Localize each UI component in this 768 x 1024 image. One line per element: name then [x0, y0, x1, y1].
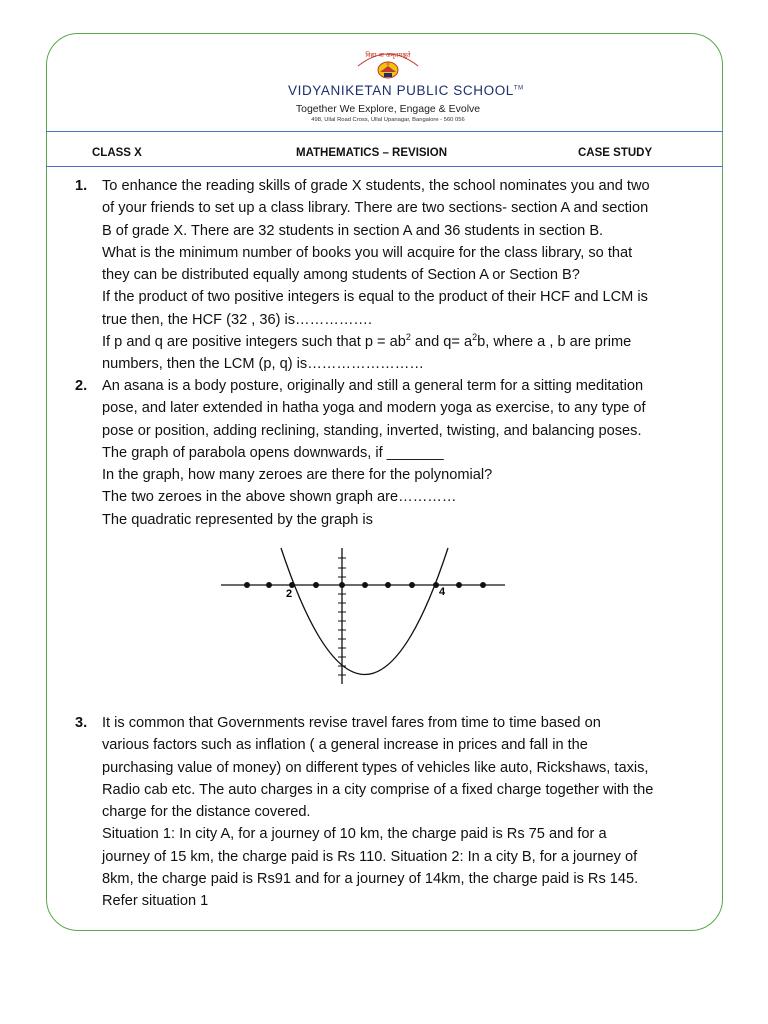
- question-2-line: The graph of parabola opens downwards, if _______: [102, 444, 444, 461]
- question-2-number: 2.: [75, 378, 88, 394]
- question-2-line: The two zeroes in the above shown graph are…………: [102, 489, 457, 506]
- question-2-line: The quadratic represented by the graph is: [102, 511, 373, 528]
- school-tagline: Together We Explore, Engage & Evolve: [295, 103, 481, 115]
- question-2-text: [102, 375, 646, 531]
- question-3-line: charge for the distance covered.: [102, 804, 311, 821]
- parabola-graph: [219, 546, 509, 686]
- header-divider-top: [46, 131, 723, 132]
- question-1-line: they can be distributed equally among students of Section A or Section B?: [102, 267, 580, 284]
- class-label: CLASS X: [92, 147, 142, 159]
- question-3-line: 8km, the charge paid is Rs91 and for a journey of 14km, the charge paid is Rs 145.: [102, 871, 639, 888]
- subject-label: MATHEMATICS – REVISION: [296, 147, 447, 159]
- logo-motto: विद्या वा अमृतमश्नुते: [365, 51, 411, 59]
- question-2-line: In the graph, how many zeroes are there for the polynomial?: [102, 467, 493, 484]
- question-3-line: journey of 15 km, the charge paid is Rs 110. Situation 2: In a city B, for a journey of: [102, 848, 638, 865]
- question-3-line: Situation 1: In city A, for a journey of 10 km, the charge paid is Rs 75 and for a: [102, 826, 607, 843]
- question-1-text: [102, 175, 650, 376]
- question-1-line: What is the minimum number of books you will acquire for the class library, so that: [102, 244, 633, 261]
- question-3-number: 3.: [75, 715, 88, 731]
- question-3-line: various factors such as inflation ( a general increase in prices and fall in the: [102, 737, 588, 754]
- school-address: 498, Ullal Road Cross, Ullal Upanagar, Bangalore - 560 056: [311, 117, 465, 123]
- question-3-line: It is common that Governments revise travel fares from time to time based on: [102, 715, 601, 731]
- header-divider-bottom: [46, 166, 723, 167]
- question-1-line: true then, the HCF (32 , 36) is…………….: [102, 311, 373, 328]
- trademark: TM: [513, 85, 524, 92]
- question-2-line: An asana is a body posture, originally and still a general term for a sitting meditation: [102, 378, 644, 394]
- question-3-line: Refer situation 1: [102, 893, 209, 910]
- question-3-line: purchasing value of money) on different types of vehicles like auto, Rickshaws, taxis,: [102, 759, 649, 776]
- question-3-line: Radio cab etc. The auto charges in a city comprise of a fixed charge together with the: [102, 781, 654, 798]
- question-1-line-lcm-definition: If p and q are positive integers such that $p = ab^2$ and $q= a^2b$, where a , b are prime: [102, 332, 632, 351]
- root-label-left: 2: [286, 588, 293, 600]
- root-label-right: 4: [439, 586, 446, 598]
- assessment-type-label: CASE STUDY: [578, 147, 653, 159]
- question-1-number: 1.: [75, 178, 88, 194]
- question-1-line: numbers, then the LCM (p, q) is……………………: [102, 356, 424, 373]
- question-1-line: B of grade X. There are 32 students in section A and 36 students in section B.: [102, 222, 604, 239]
- question-2-line: pose or position, adding reclining, standing, inverted, twisting, and balancing poses.: [102, 422, 642, 439]
- question-1-line: of your friends to set up a class library. There are two sections- section A and section: [102, 200, 649, 217]
- question-1-line: To enhance the reading skills of grade X students, the school nominates you and two: [102, 178, 650, 194]
- question-3-text: [102, 712, 653, 913]
- question-1-line: If the product of two positive integers is equal to the product of their HCF and LCM is: [102, 289, 648, 306]
- parabola-curve: [281, 548, 448, 675]
- school-name: VIDYANIKETAN PUBLIC SCHOOL™: [288, 83, 524, 98]
- question-2-line: pose, and later extended in hatha yoga and modern yoga as exercise, to any type of: [102, 400, 646, 417]
